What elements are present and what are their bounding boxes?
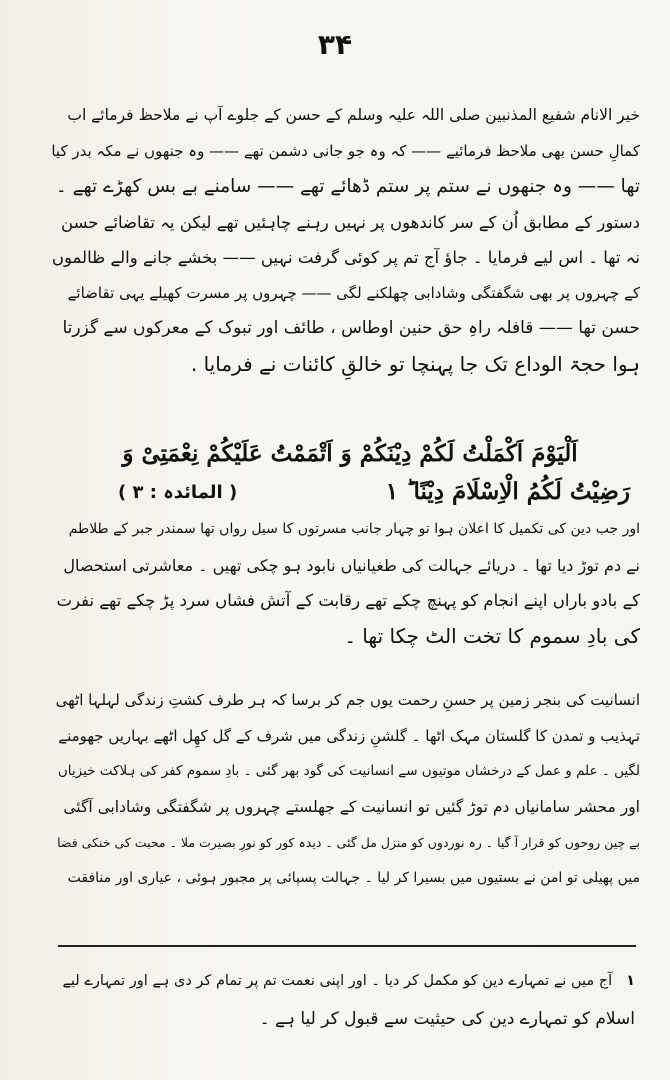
footnote <box>55 962 635 1038</box>
text-line: خیر الانام شفیع المذنبین صلی اللہ علیہ وسلم کے حسن کے جلوے آپ نے ملاحظ فرمائے اب <box>67 106 640 124</box>
quran-verse-line-1: اَلْیَوْمَ اَکْمَلْتُ لَکُمْ دِیْنَکُمْ وَ اَتْمَمْتُ عَلَیْکُمْ نِعْمَتِیْ وَ <box>122 440 578 467</box>
text-line: لگیں ۔ علم و عمل کے درخشاں موتیوں سے انسانیت کی گود بھر گئی ۔ بادِ سموم کفر کی ہلاکت خیزیاں <box>57 763 640 779</box>
text-line: کی بادِ سموم کا تخت الٹ چکا تھا ۔ <box>344 623 640 648</box>
text-line: کمالِ حسن بھی ملاحظ فرمائیے —— کہ وہ جو جانی دشمن تھے —— وہ جنھوں نے مکہ بدر کیا <box>51 141 640 160</box>
text-line: حسن تھا —— قافلہ راہِ حق حنین اوطاس ، طائف اور تبوک کے معرکوں سے گزرتا <box>62 318 640 338</box>
quran-verse-line-2: رَضِیْتُ لَکُمُ الْاِسْلَامَ دِیْنًا ؕ ۱ <box>385 478 630 505</box>
text-line: اور جب دین کی تکمیل کا اعلان ہوا تو چہار جانب مسرتوں کا سیل رواں تھا سمندر جبر کے طلاطم <box>68 521 640 537</box>
footnote-mark: ۱ <box>626 973 635 989</box>
text-line: انسانیت کی بنجر زمین پر حسنِ رحمت یوں جم کر برسا کہ ہر طرف کشتِ زندگی لہلہا اٹھی <box>55 691 640 709</box>
text-line: بے چین روحوں کو قرار آ گیا ۔ رہ نوردوں کو منزل مل گئی ۔ دیدہ کور کو نورِ بصیرت ملا ۔ محبت کی خنکی فضا <box>57 835 640 850</box>
text-line: تھا —— وہ جنھوں نے ستم پر ستم ڈھائے تھے —— سامنے بے بس کھڑے تھے ۔ <box>55 176 640 197</box>
paragraph-3 <box>50 683 640 896</box>
footnote-line-2: اسلام کو تمہارے دین کی حیثیت سے قبول کر لیا ہے ۔ <box>259 1009 635 1029</box>
text-line: دستور کے مطابق اُن کے سر کاندھوں پر نہیں رہنے چاہئیں تھے لیکن یہ تقاضائے حسن <box>61 212 640 232</box>
footnote-divider <box>58 945 636 947</box>
paragraph-1 <box>50 98 640 382</box>
page-number: ۳۴ <box>317 28 353 61</box>
paragraph-2 <box>50 512 640 654</box>
text-line: کے بادو باراں اپنے انجام کو پہنچ چکے تھے رقابت کے آتش فشاں سرد پڑ چکے تھے نفرت <box>56 591 640 610</box>
footnote-line-1 <box>55 962 635 1000</box>
text-line: نے دم توڑ دیا تھا ۔ دریائے جہالت کی طغیانیاں نابود ہو چکی تھیں ۔ معاشرتی استحصال <box>63 555 640 575</box>
text-line: کے چہروں پر بھی شگفتگی وشادابی چھلکنے لگی —— چہروں پر مسرت کھیلے یہی تقاضائے <box>67 283 640 302</box>
text-line: تہذیب و تمدن کا گلستان مہک اٹھا ۔ گلشنِ زندگی میں شرف کے گل کھِل اٹھے بہاریں جھومنے <box>58 726 640 745</box>
text-line: اور محشر سامانیاں دم توڑ گئیں تو انسانیت کے جھلستے چہروں پر شگفتگی وشادابی آگئی <box>63 797 640 816</box>
text-line: میں پھیلی تو امن نے بستیوں میں بسیرا کر لیا ۔ جہالت پسپائی پر مجبور ہوئی ، عیاری اور منافقت <box>67 869 640 886</box>
text-line: نہ تھا ۔ اس لیے فرمایا ۔ جاؤ آج تم پر کوئی گرفت نہیں —— بخشے جانے والے ظالموں <box>51 248 640 267</box>
text-line: ہوا حجۃ الوداع تک جا پہنچا تو خالقِ کائنات نے فرمایا . <box>190 351 640 376</box>
verse-reference: ( المائدہ : ۳ ) <box>118 482 238 503</box>
footnote-text: آج میں نے تمہارے دین کو مکمل کر دیا ۔ اور اپنی نعمت تم پر تمام کر دی ہے اور تمہارے لیے <box>62 973 613 989</box>
